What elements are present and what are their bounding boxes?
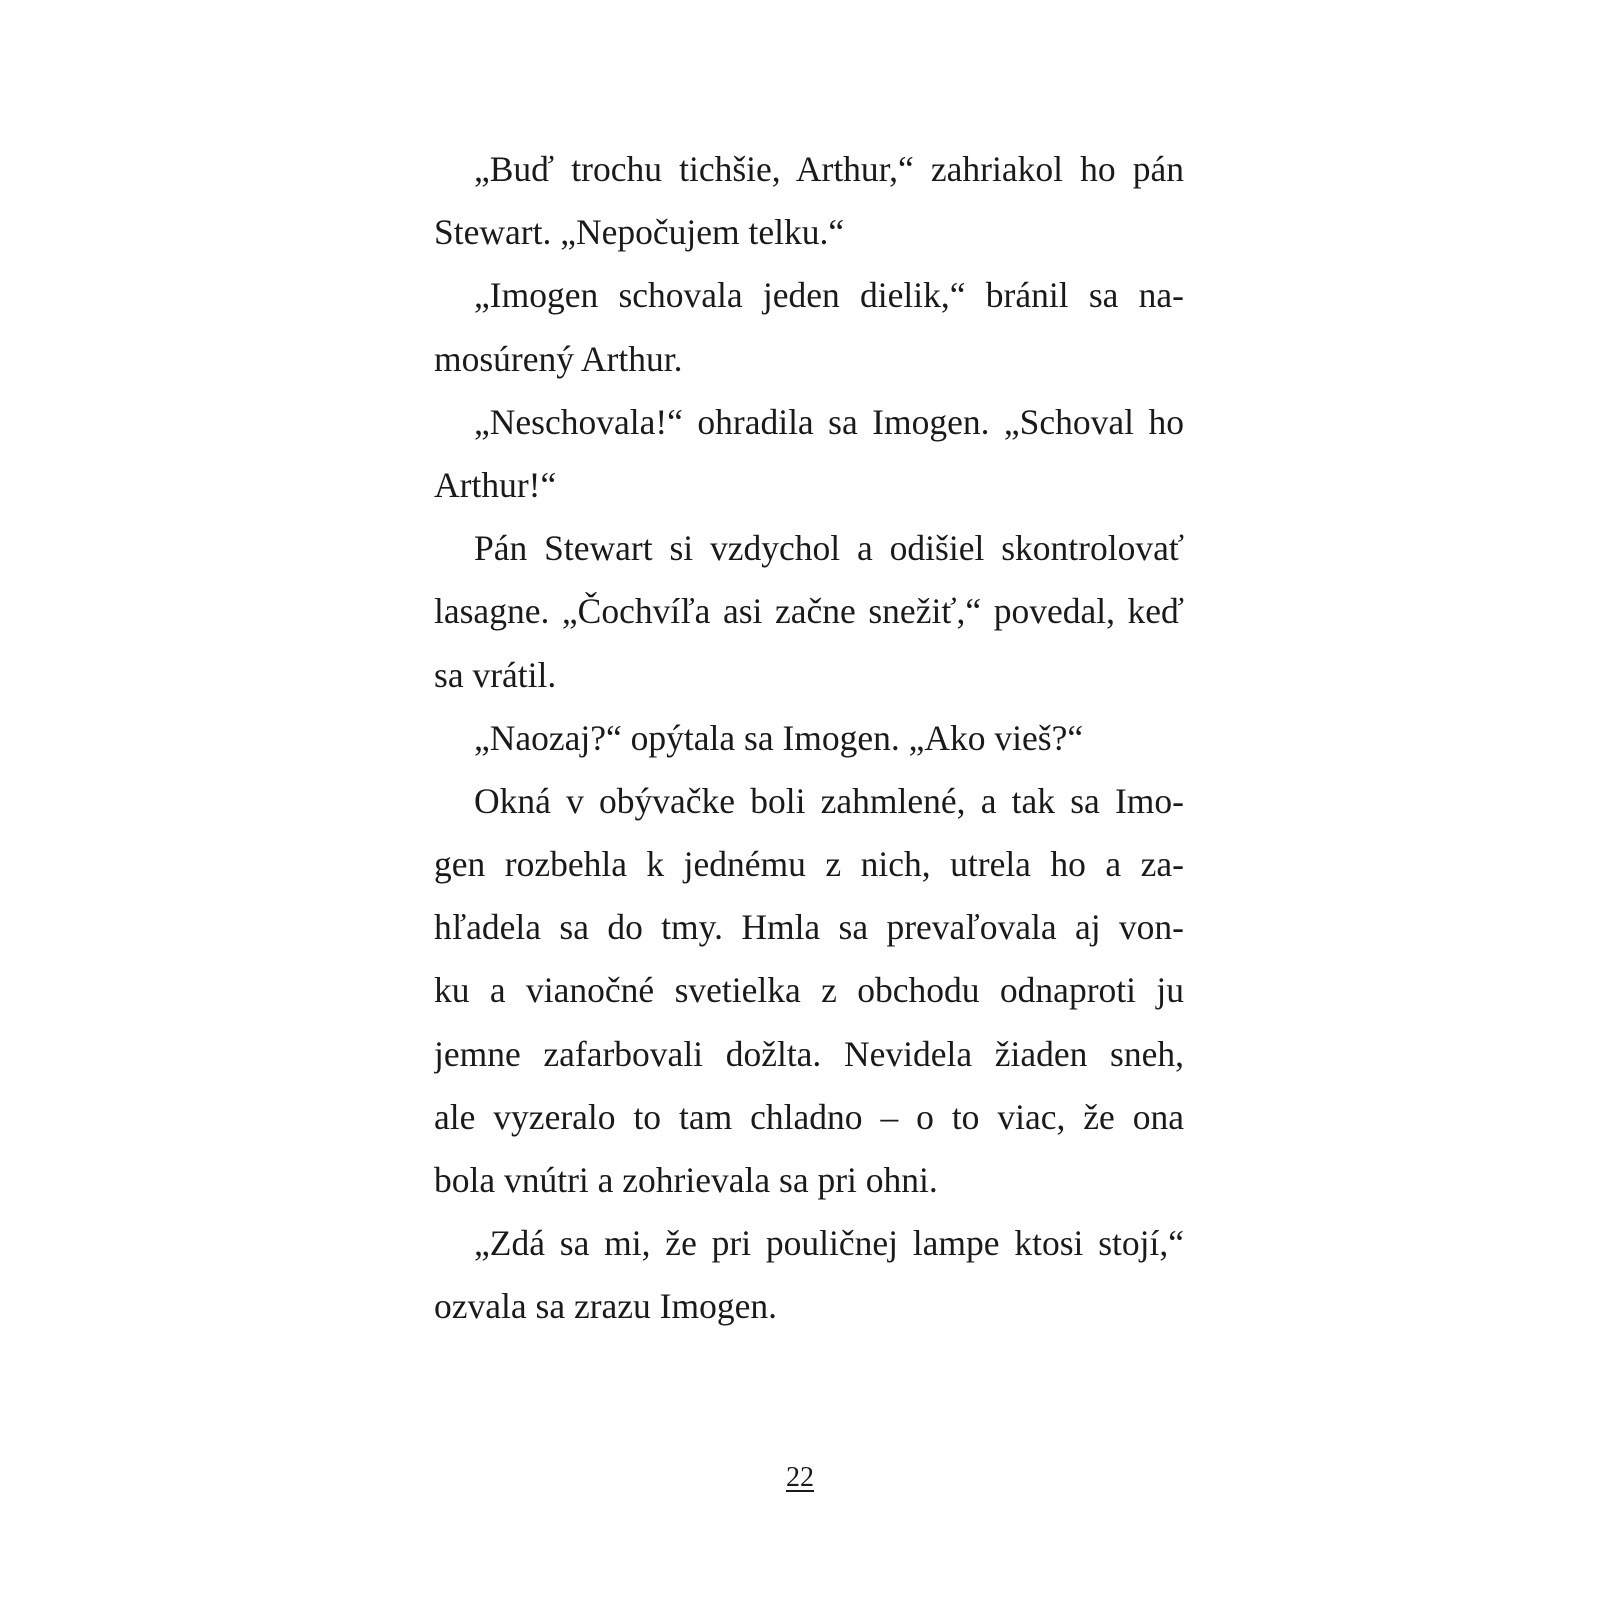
text-line: hľadela sa do tmy. Hmla sa prevaľovala aj von- [434, 907, 1184, 948]
text-line: lasagne. „Čochvíľa asi začne snežiť,“ povedal, keď [434, 591, 1184, 632]
text-line: „Zdá sa mi, že pri pouličnej lampe ktosi stojí,“ [474, 1223, 1184, 1264]
text-line: Okná v obývačke boli zahmlené, a tak sa Imo- [474, 780, 1184, 821]
text-line: jemne zafarbovali dožlta. Nevidela žiaden sneh, [434, 1033, 1184, 1074]
text-line: „Naozaj?“ opýtala sa Imogen. „Ako vieš?“ [474, 717, 1084, 758]
text-line: „Imogen schovala jeden dielik,“ bránil sa na- [474, 275, 1184, 316]
text-line: gen rozbehla k jednému z nich, utrela ho a za- [434, 844, 1184, 885]
text-line: bola vnútri a zohrievala sa pri ohni. [434, 1160, 938, 1200]
text-line: mosúrený Arthur. [434, 338, 683, 379]
text-line: Pán Stewart si vzdychol a odišiel skontrolovať [474, 528, 1184, 569]
page-number: 22 [786, 1462, 814, 1493]
text-line: sa vrátil. [434, 654, 557, 695]
text-line: ku a vianočné svetielka z obchodu odnaproti ju [434, 970, 1184, 1011]
text-line: Stewart. „Nepočujem telku.“ [434, 212, 845, 253]
text-line: „Buď trochu tichšie, Arthur,“ zahriakol ho pán [474, 149, 1184, 189]
text-line: ozvala sa zrazu Imogen. [434, 1286, 777, 1327]
text-line: Arthur!“ [434, 464, 557, 505]
body-text [434, 138, 1184, 1339]
text-line: ale vyzeralo to tam chladno – o to viac, že ona [434, 1096, 1184, 1137]
text-line: „Neschovala!“ ohradila sa Imogen. „Schoval ho [474, 401, 1184, 442]
